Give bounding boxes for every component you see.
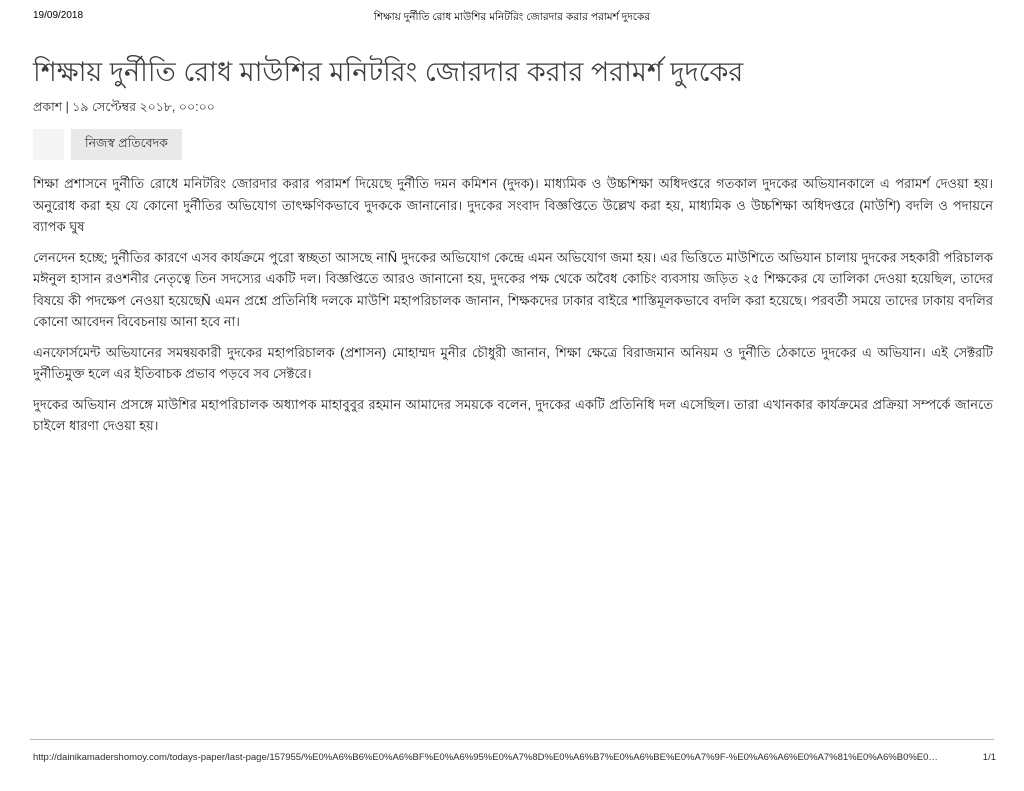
article-body: [33, 173, 993, 437]
article-headline: শিক্ষায় দুর্নীতি রোধ মাউশির মনিটরিং জোরদার করার পরামর্শ দুদকের: [33, 57, 744, 87]
article-paragraph: শিক্ষা প্রশাসনে দুর্নীতি রোধে মনিটরিং জোরদার করার পরামর্শ দিয়েছে দুর্নীতি দমন কমিশন (দুদক)। মাধ্যমিক ও উচ্চশিক্ষা অধিদপ্তরে গতকাল দুদকের অভিযানকালে এ পরামর্শ দেওয়া হয়। অনুরোধ করা হয় যে কোনো দুর্নীতির অভিযোগ তাৎক্ষণিকভাবে দুদককে জানানোর। দুদকের সংবাদ বিজ্ঞপ্তিতে উল্লেখ করা হয়, মাধ্যমিক ও উচ্চশিক্ষা অধিদপ্তরে (মাউশি) বদলি ও পদায়নে ব্যাপক ঘুষ: [33, 176, 993, 234]
print-footer: [33, 752, 996, 763]
print-header: [0, 10, 1024, 26]
article: [33, 52, 993, 446]
publish-date-line: প্রকাশ | ১৯ সেপ্টেম্বর ২০১৮, ০০:০০: [33, 100, 215, 114]
print-document-title: শিক্ষায় দুর্নীতি রোধ মাউশির মনিটরিং জোরদার করার পরামর্শ দুদকের: [373, 11, 651, 23]
article-paragraph: দুদকের অভিযান প্রসঙ্গে মাউশির মহাপরিচালক অধ্যাপক মাহাবুবুর রহমান আমাদের সময়কে বলেন, দুদকের একটি প্রতিনিধি দল এসেছিল। তারা এখানকার কার্যক্রমের প্রক্রিয়া সম্পর্কে জানতে চাইলে ধারণা দেওয়া হয়।: [33, 396, 993, 433]
footer-divider: [30, 739, 994, 740]
author-avatar-placeholder: [33, 129, 64, 160]
article-paragraph: লেনদেন হচ্ছে; দুর্নীতির কারণে এসব কার্যক্রমে পুরো স্বচ্ছতা আসছে নাÑ দুদকের অভিযোগ কেন্দ্রে এমন অভিযোগ জমা হয়। এর ভিত্তিতে মাউশিতে অভিযান চালায় দুদকের সহকারী পরিচালক মঈনুল হাসান রওশনীর নেতৃত্বে তিন সদস্যের একটি দল। বিজ্ঞপ্তিতে আরও জানানো হয়, দুদকের পক্ষ থেকে অবৈধ কোচিং ব্যবসায় জড়িত ২৫ শিক্ষকের যে তালিকা দেওয়া হয়েছিল, তাদের বিষয়ে কী পদক্ষেপ নেওয়া হয়েছেÑ এমন প্রশ্নে প্রতিনিধি দলকে মাউশি মহাপরিচালক জানান, শিক্ষকদের ঢাকার বাইরে শাস্তিমূলকভাবে বদলি করা হয়েছে। পরবর্তী সময়ে তাদের ঢাকায় বদলির কোনো আবেদন বিবেচনায় আনা হবে না।: [33, 249, 993, 329]
page-number: 1/1: [982, 752, 996, 763]
source-url: http://dainikamadershomoy.com/todays-paper/last-page/157955/%E0%A6%B6%E0%A6%BF%E0%A6%95%E0%A7%8D%E0%A6%B7%E0%A6%BE%E0%A7%9F-%E0%A6%A6%E0%A7%81%E0%A6%B0%E0…: [33, 752, 938, 763]
article-paragraph: এনফোর্সমেন্ট অভিযানের সমন্বয়কারী দুদকের মহাপরিচালক (প্রশাসন) মোহাম্মদ মুনীর চৌধুরী জানান, শিক্ষা ক্ষেত্রে বিরাজমান অনিয়ম ও দুর্নীতি ঠেকাতে দুদকের এ অভিযান। এই সেক্টরটি দুর্নীতিমুক্ত হলে এর ইতিবাচক প্রভাব পড়বে সব সেক্টরে।: [33, 344, 993, 381]
author-badge: নিজস্ব প্রতিবেদক: [71, 129, 182, 160]
author-row: [33, 129, 993, 160]
print-date: 19/09/2018: [33, 10, 84, 21]
